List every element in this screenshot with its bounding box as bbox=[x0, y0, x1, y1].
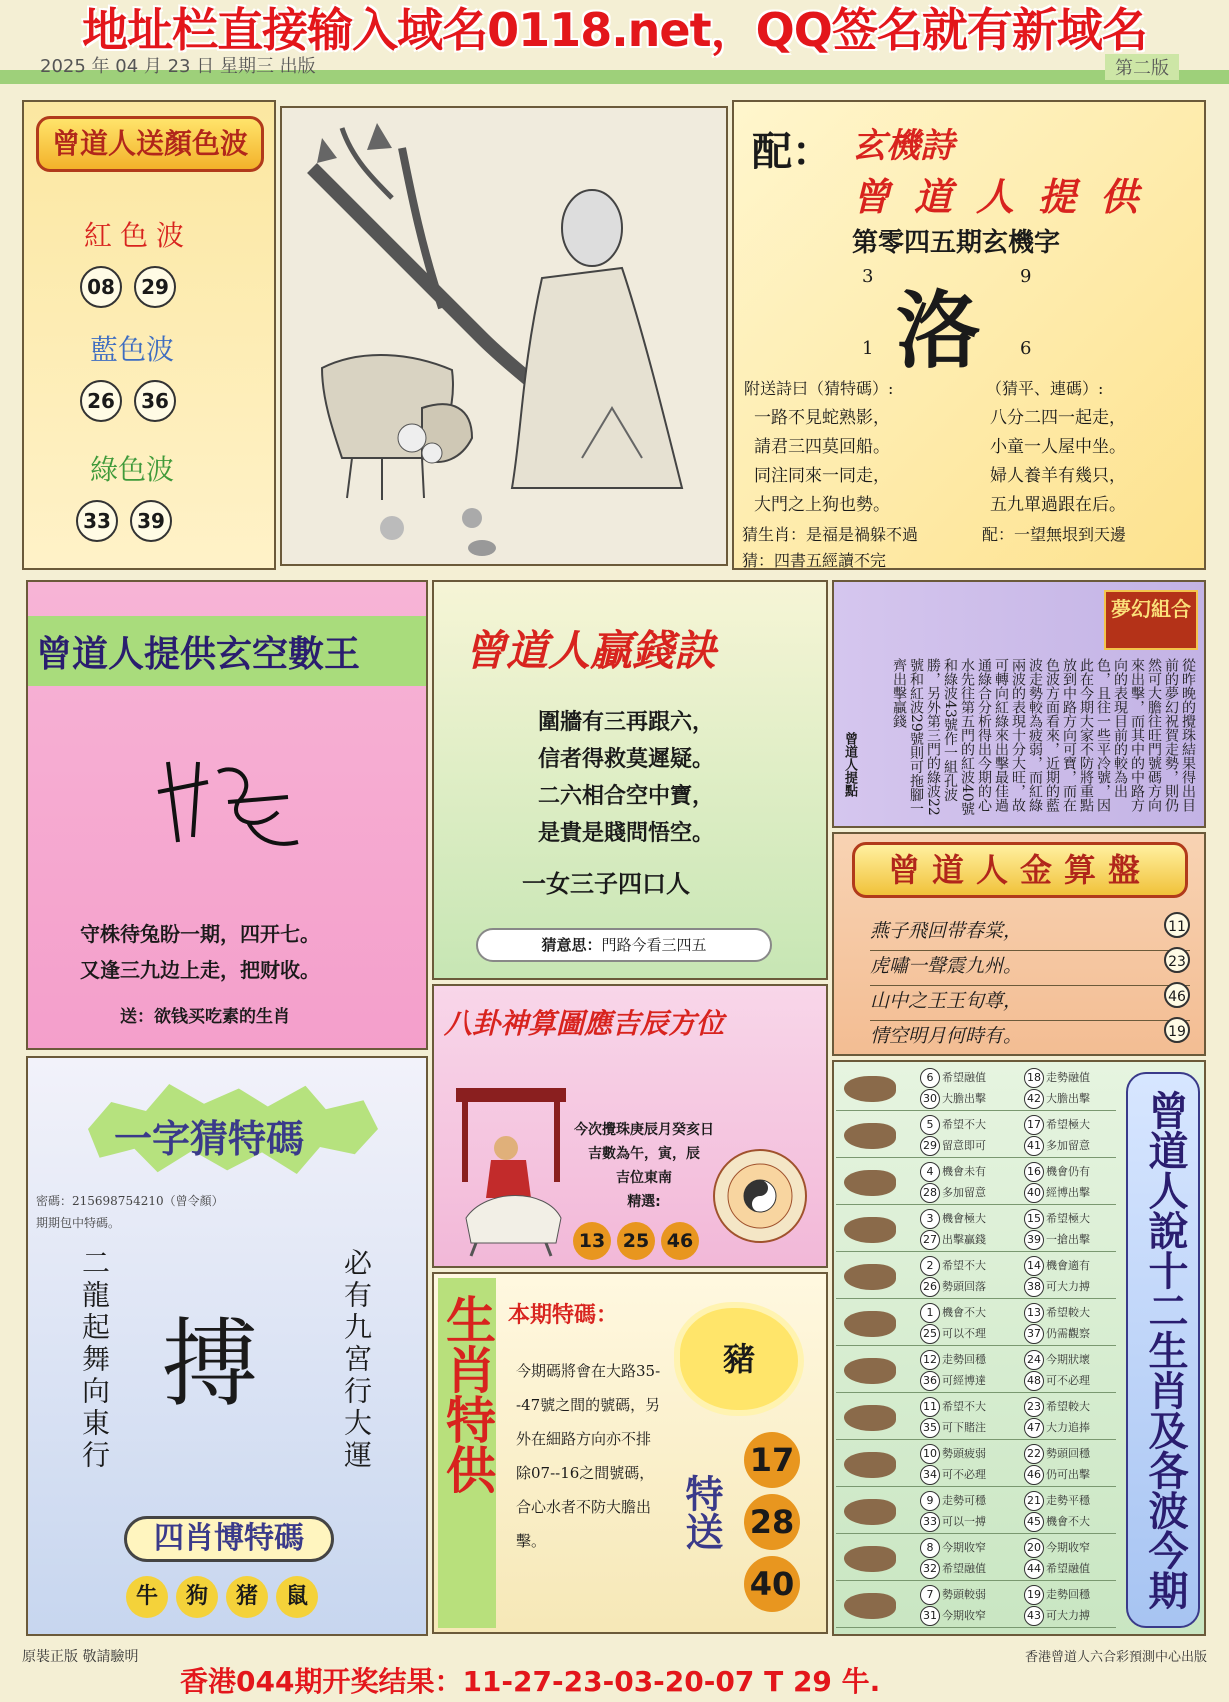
zodiac-note: 走勢回穩 bbox=[942, 1353, 986, 1366]
zodiac-number: 5 bbox=[920, 1115, 940, 1135]
blue-ball-2: 36 bbox=[134, 380, 176, 422]
color-wave-title: 曾道人送顏色波 bbox=[36, 116, 264, 172]
zodiac-number: 18 bbox=[1024, 1068, 1044, 1088]
zodiac-special-flower bbox=[680, 1308, 798, 1410]
zodiac-number: 28 bbox=[920, 1183, 940, 1203]
zodiac-number: 46 bbox=[1024, 1465, 1044, 1485]
goat-icon bbox=[844, 1405, 896, 1431]
zodiac-row bbox=[836, 1536, 1116, 1581]
dream-badge-text: 夢幻組合 bbox=[1111, 597, 1191, 621]
secret-code: 密碼：215698754210（曾令顏） bbox=[36, 1194, 224, 1208]
pair-hint: 配：一望無垠到天邊 bbox=[982, 525, 1127, 544]
zodiac-number: 16 bbox=[1024, 1162, 1044, 1182]
zodiac-number: 6 bbox=[920, 1068, 940, 1088]
zodiac-row bbox=[836, 1160, 1116, 1205]
abacus-row bbox=[870, 951, 1190, 986]
footer-left: 原裝正版 敬請驗明 bbox=[22, 1649, 139, 1665]
winning-hint: 門路今看三四五 bbox=[601, 936, 707, 954]
abacus-row-num: 46 bbox=[1164, 982, 1190, 1008]
zodiac-number: 48 bbox=[1024, 1371, 1044, 1391]
pei-label: 配： bbox=[752, 128, 832, 175]
zodiac-number: 29 bbox=[920, 1136, 940, 1156]
zodiac-number: 27 bbox=[920, 1230, 940, 1250]
zodiac-row bbox=[836, 1489, 1116, 1534]
zodiac-number: 31 bbox=[920, 1606, 940, 1626]
zodiac-row bbox=[836, 1066, 1116, 1111]
zodiac-number: 30 bbox=[920, 1089, 940, 1109]
zodiac-note: 一搶出擊 bbox=[1046, 1233, 1090, 1246]
zodiac-number: 33 bbox=[920, 1512, 940, 1532]
zodiac-note: 大力追捧 bbox=[1046, 1421, 1090, 1434]
xuankong-panel bbox=[26, 580, 428, 1050]
four-zodiac-list bbox=[122, 1576, 322, 1618]
illustration-panel bbox=[280, 106, 728, 566]
zodiac-number: 38 bbox=[1024, 1277, 1044, 1297]
poem-right-line: 婦人養羊有幾只， bbox=[990, 466, 1126, 486]
zodiac-note: 希望較大 bbox=[1046, 1306, 1090, 1319]
poem-provider: 曾道人提供 bbox=[852, 175, 1163, 219]
rat-icon bbox=[844, 1076, 896, 1102]
poem-right-heading: （猜平、連碼）: bbox=[986, 379, 1104, 398]
zodiac-number: 13 bbox=[1024, 1303, 1044, 1323]
zodiac-number: 36 bbox=[920, 1371, 940, 1391]
corner-number-tr: 9 bbox=[1020, 266, 1032, 287]
dream-badge bbox=[1104, 590, 1198, 650]
zodiac-note: 機會仍有 bbox=[1046, 1165, 1090, 1178]
zodiac-special-num: 28 bbox=[744, 1494, 800, 1550]
bagua-panel bbox=[432, 984, 828, 1268]
bagua-line-3: 吉位東南 bbox=[616, 1170, 672, 1186]
winning-lines bbox=[538, 704, 714, 852]
one-char-character: 搏 bbox=[162, 1308, 258, 1420]
zodiac-note: 勢頭回穩 bbox=[1046, 1447, 1090, 1460]
zodiac-note: 機會適有 bbox=[1046, 1259, 1090, 1272]
zodiac-note: 大膽出擊 bbox=[1046, 1092, 1090, 1105]
abacus-row-num: 11 bbox=[1164, 912, 1190, 938]
zodiac-note: 多加留意 bbox=[942, 1186, 986, 1199]
poem-left-line: 大門之上狗也勢。 bbox=[754, 495, 890, 515]
four-zodiac-title: 四肖博特碼 bbox=[124, 1516, 334, 1562]
zodiac-note: 希望不大 bbox=[942, 1118, 986, 1131]
green-ball-2: 39 bbox=[130, 500, 172, 542]
zodiac-row bbox=[836, 1207, 1116, 1252]
zodiac-note: 今期狀壞 bbox=[1046, 1353, 1090, 1366]
zodiac-number: 12 bbox=[920, 1350, 940, 1370]
guess-book: 猜：四書五經讀不完 bbox=[742, 551, 887, 570]
zodiac-special-text: 今期碼將會在大路35--47號之間的號碼，另外在細路方向亦不排除07--16之間號碼，合心水者不防大膽出擊。 bbox=[516, 1362, 661, 1550]
handwritten-character bbox=[148, 742, 308, 862]
green-wave-numbers bbox=[70, 500, 178, 542]
zodiac-number: 22 bbox=[1024, 1444, 1044, 1464]
corner-number-bl: 1 bbox=[862, 338, 874, 359]
footer-right: 香港曾道人六合彩預測中心出版 bbox=[1024, 1650, 1207, 1665]
four-zodiac-item: 牛 bbox=[126, 1576, 168, 1618]
zodiac-note: 機會不大 bbox=[942, 1306, 986, 1319]
abacus-row-text: 燕子飛回带春棠， bbox=[870, 920, 1023, 942]
zodiac-number: 8 bbox=[920, 1538, 940, 1558]
zodiac-note: 經博出擊 bbox=[1046, 1186, 1090, 1199]
bagua-num: 25 bbox=[617, 1222, 655, 1260]
abacus-row bbox=[870, 1021, 1190, 1056]
zodiac-note: 勢頭回落 bbox=[942, 1280, 986, 1293]
zodiac-note: 希望極大 bbox=[1046, 1118, 1090, 1131]
zodiac-number: 10 bbox=[920, 1444, 940, 1464]
abacus-row-text: 虎嘯一聲震九州。 bbox=[870, 955, 1023, 977]
zodiac-number: 14 bbox=[1024, 1256, 1044, 1276]
zodiac-note: 希望融值 bbox=[942, 1562, 986, 1575]
secret-code-2: 期期包中特碼。 bbox=[36, 1216, 121, 1230]
tiger-icon bbox=[844, 1170, 896, 1196]
zodiac-special-side: 生肖特供 bbox=[438, 1294, 497, 1494]
zodiac-note: 機會未有 bbox=[942, 1165, 986, 1178]
zodiac-special-animal: 豬 bbox=[722, 1340, 755, 1378]
zodiac-number: 42 bbox=[1024, 1089, 1044, 1109]
poem-title: 玄機詩 bbox=[852, 126, 954, 166]
ox-icon bbox=[844, 1123, 896, 1149]
one-char-right-column: 必有九宮行大運 bbox=[340, 1248, 373, 1472]
zodiac-note: 可以一搏 bbox=[942, 1515, 986, 1528]
zodiac-note: 可不必理 bbox=[1046, 1374, 1090, 1387]
poem-left-heading: 附送詩曰（猜特碼）: bbox=[744, 379, 894, 398]
zodiac-note: 希望融值 bbox=[942, 1071, 986, 1084]
zodiac-number: 32 bbox=[920, 1559, 940, 1579]
zodiac-note: 可經博達 bbox=[942, 1374, 986, 1387]
dragon-icon bbox=[844, 1264, 896, 1290]
zodiac-row bbox=[836, 1395, 1116, 1440]
sage-with-goats-illustration bbox=[282, 108, 726, 564]
zodiac-number: 20 bbox=[1024, 1538, 1044, 1558]
dream-text: 從昨晚的攪珠結果得出目前的夢幻祝賀走勢，則仍然可大膽往旺門號碼方向來出擊，而其中的中路方向的表現目前的較為出色，且往一些平冷號，因此在今期大家不防將重點放到中路方向可寶，而在色波方面看來，近期的藍波走勢較為疲弱，而紅綠兩波的表現十分大旺，故可轉向紅綠來出擊最佳過通綠合分析得出今期的心水先往第五門的紅波40號和綠波43號作一組孔波勝，另外第三門的綠波22號和紅波29號則可拖腳一齊出擊贏錢 bbox=[891, 658, 1196, 816]
zodiac-note: 今期收窄 bbox=[1046, 1541, 1090, 1554]
zodiac-note: 希望較大 bbox=[1046, 1400, 1090, 1413]
xuankong-line-2: 又逢三九边上走，把财收。 bbox=[80, 958, 320, 982]
zodiac-number: 1 bbox=[920, 1303, 940, 1323]
zodiac-number: 44 bbox=[1024, 1559, 1044, 1579]
poem-right-line: 小童一人屋中坐。 bbox=[990, 437, 1126, 457]
zodiac-table-panel bbox=[832, 1060, 1206, 1636]
abacus-row-num: 19 bbox=[1164, 1017, 1190, 1043]
horse-icon bbox=[844, 1358, 896, 1384]
zodiac-special-head: 本期特碼： bbox=[508, 1303, 619, 1328]
zodiac-number: 45 bbox=[1024, 1512, 1044, 1532]
zodiac-note: 走勢可穩 bbox=[942, 1494, 986, 1507]
one-char-title: 一字猜特碼 bbox=[114, 1117, 305, 1161]
zodiac-number: 21 bbox=[1024, 1491, 1044, 1511]
zodiac-row bbox=[836, 1254, 1116, 1299]
zodiac-number: 9 bbox=[920, 1491, 940, 1511]
bagua-num: 13 bbox=[573, 1222, 611, 1260]
zodiac-note: 今期收窄 bbox=[942, 1541, 986, 1554]
green-ball-1: 33 bbox=[76, 500, 118, 542]
bagua-line-4: 精選: bbox=[627, 1194, 661, 1210]
zodiac-number: 37 bbox=[1024, 1324, 1044, 1344]
zodiac-number: 26 bbox=[920, 1277, 940, 1297]
poem-issue: 第零四五期玄機字 bbox=[852, 228, 1061, 258]
abacus-row bbox=[870, 986, 1190, 1021]
edition-label: 第二版 bbox=[1105, 54, 1179, 80]
green-wave-label: 綠色波 bbox=[90, 453, 175, 486]
rabbit-icon bbox=[844, 1217, 896, 1243]
zodiac-row bbox=[836, 1113, 1116, 1158]
zodiac-number: 4 bbox=[920, 1162, 940, 1182]
zodiac-note: 希望不大 bbox=[942, 1259, 986, 1272]
zodiac-note: 仍可出擊 bbox=[1046, 1468, 1090, 1481]
poem-left-lines bbox=[754, 404, 890, 520]
xuankong-line-1: 守株待兔盼一期，四开七。 bbox=[80, 922, 320, 946]
rooster-icon bbox=[844, 1499, 896, 1525]
zodiac-number: 25 bbox=[920, 1324, 940, 1344]
zodiac-note: 可下賭注 bbox=[942, 1421, 986, 1434]
one-char-panel bbox=[26, 1056, 428, 1636]
winning-line: 圍牆有三再跟六， bbox=[538, 709, 715, 735]
dateline: 2025 年 04 月 23 日 星期三 出版 bbox=[40, 56, 316, 77]
bagua-line-1: 今次攪珠庚辰月癸亥日 bbox=[574, 1122, 714, 1138]
zodiac-special-send: 特送 bbox=[679, 1474, 724, 1550]
dream-signature: 曾道人提點 bbox=[842, 732, 857, 797]
zodiac-note: 可不必理 bbox=[942, 1468, 986, 1481]
blue-ball-1: 26 bbox=[80, 380, 122, 422]
zodiac-note: 今期收窄 bbox=[942, 1609, 986, 1622]
zodiac-number: 23 bbox=[1024, 1397, 1044, 1417]
zodiac-number: 19 bbox=[1024, 1585, 1044, 1605]
poem-right-lines bbox=[990, 404, 1126, 520]
abacus-row bbox=[870, 916, 1190, 951]
zodiac-note: 出擊贏錢 bbox=[942, 1233, 986, 1246]
winning-extra: 一女三子四口人 bbox=[522, 869, 690, 898]
zodiac-note: 勢頭疲弱 bbox=[942, 1447, 986, 1460]
red-ball-1: 08 bbox=[80, 266, 122, 308]
zodiac-number: 43 bbox=[1024, 1606, 1044, 1626]
zodiac-note: 可大力搏 bbox=[1046, 1609, 1090, 1622]
zodiac-note: 機會極大 bbox=[942, 1212, 986, 1225]
winning-title: 曾道人贏錢訣 bbox=[464, 626, 717, 675]
dream-panel bbox=[832, 580, 1206, 828]
one-char-left-column: 二龍起舞向東行 bbox=[78, 1248, 111, 1472]
winning-line: 信者得救莫遲疑。 bbox=[538, 746, 715, 772]
abacus-panel bbox=[832, 832, 1206, 1056]
red-ball-2: 29 bbox=[134, 266, 176, 308]
poem-left-line: 一路不見蛇熟影， bbox=[754, 408, 890, 428]
abacus-row-num: 23 bbox=[1164, 947, 1190, 973]
zodiac-number: 34 bbox=[920, 1465, 940, 1485]
winning-panel bbox=[432, 580, 828, 980]
zodiac-note: 機會不大 bbox=[1046, 1515, 1090, 1528]
red-wave-numbers bbox=[74, 266, 182, 308]
bagua-title: 八卦神算圖應吉辰方位 bbox=[444, 1007, 725, 1040]
zodiac-note: 希望融值 bbox=[1046, 1562, 1090, 1575]
bagua-text bbox=[544, 1118, 744, 1214]
zodiac-number: 24 bbox=[1024, 1350, 1044, 1370]
zodiac-number: 17 bbox=[1024, 1115, 1044, 1135]
zodiac-side-title: 曾道人說十二生肖及各波今期 bbox=[1126, 1072, 1200, 1628]
zodiac-number: 3 bbox=[920, 1209, 940, 1229]
poem-right-line: 五九單過跟在后。 bbox=[990, 495, 1126, 515]
winning-hint-pill bbox=[476, 928, 772, 962]
monkey-icon bbox=[844, 1452, 896, 1478]
four-zodiac-item: 狗 bbox=[176, 1576, 218, 1618]
zodiac-note: 希望不大 bbox=[942, 1400, 986, 1413]
corner-number-tl: 3 bbox=[862, 266, 874, 287]
zodiac-special-num: 40 bbox=[744, 1556, 800, 1612]
red-wave-label: 紅色波 bbox=[84, 219, 193, 252]
zodiac-note: 走勢融值 bbox=[1046, 1071, 1090, 1084]
winning-line: 是貴是賤問悟空。 bbox=[538, 820, 715, 846]
zodiac-note: 希望極大 bbox=[1046, 1212, 1090, 1225]
blue-wave-numbers bbox=[74, 380, 182, 422]
zodiac-special-num: 17 bbox=[744, 1432, 800, 1488]
four-zodiac-item: 鼠 bbox=[276, 1576, 318, 1618]
zodiac-number: 39 bbox=[1024, 1230, 1044, 1250]
zodiac-number: 47 bbox=[1024, 1418, 1044, 1438]
abacus-rows bbox=[870, 916, 1190, 1056]
zodiac-row bbox=[836, 1442, 1116, 1487]
abacus-row-text: 山中之王王旬尊， bbox=[870, 990, 1023, 1012]
poem-right-line: 八分二四一起走， bbox=[990, 408, 1126, 428]
bagua-num: 46 bbox=[661, 1222, 699, 1260]
zodiac-note: 走勢平穩 bbox=[1046, 1494, 1090, 1507]
zodiac-special-numbers bbox=[744, 1432, 800, 1618]
poem-left-line: 同注同來一同走， bbox=[754, 466, 890, 486]
xuankong-title: 曾道人提供玄空數王 bbox=[36, 634, 361, 675]
zodiac-note: 多加留意 bbox=[1046, 1139, 1090, 1152]
guess-zodiac: 猜生肖：是福是禍躲不過 bbox=[742, 525, 919, 544]
xuankong-line-3: 送：欲钱买吃素的生肖 bbox=[120, 1007, 290, 1027]
zodiac-number: 11 bbox=[920, 1397, 940, 1417]
zodiac-note: 大膽出擊 bbox=[942, 1092, 986, 1105]
zodiac-number: 41 bbox=[1024, 1136, 1044, 1156]
winning-hint-label: 猜意思： bbox=[541, 936, 602, 954]
pig-icon bbox=[844, 1593, 896, 1619]
abacus-row-text: 情空明月何時有。 bbox=[870, 1025, 1023, 1047]
zodiac-rows bbox=[836, 1066, 1116, 1634]
color-wave-panel bbox=[22, 100, 276, 570]
zodiac-note: 勢頭較弱 bbox=[942, 1588, 986, 1601]
site-banner: 地址栏直接输入域名0118.net，QQ签名就有新域名 bbox=[82, 3, 1147, 57]
zodiac-number: 2 bbox=[920, 1256, 940, 1276]
zodiac-note: 仍需觀察 bbox=[1046, 1327, 1090, 1340]
zodiac-number: 35 bbox=[920, 1418, 940, 1438]
blue-wave-label: 藍色波 bbox=[90, 333, 175, 366]
bagua-line-2: 吉數為午，寅，辰 bbox=[588, 1146, 700, 1162]
zodiac-note: 可大力搏 bbox=[1046, 1280, 1090, 1293]
mystery-character: 洛 bbox=[896, 281, 981, 380]
abacus-title: 曾道人金算盤 bbox=[852, 842, 1188, 898]
zodiac-row bbox=[836, 1583, 1116, 1628]
zodiac-note: 留意即可 bbox=[942, 1139, 986, 1152]
zodiac-number: 15 bbox=[1024, 1209, 1044, 1229]
four-zodiac-item: 猪 bbox=[226, 1576, 268, 1618]
bagua-numbers bbox=[570, 1222, 702, 1260]
dog-icon bbox=[844, 1546, 896, 1572]
winning-line: 二六相合空中寶， bbox=[538, 783, 715, 809]
snake-icon bbox=[844, 1311, 896, 1337]
poem-left-line: 請君三四莫回船。 bbox=[754, 437, 890, 457]
footer-result: 香港044期开奖结果：11-27-23-03-20-07 T 29 牛. bbox=[180, 1665, 881, 1698]
zodiac-note: 可以不理 bbox=[942, 1327, 986, 1340]
zodiac-special-panel bbox=[432, 1272, 828, 1634]
zodiac-row bbox=[836, 1301, 1116, 1346]
zodiac-number: 40 bbox=[1024, 1183, 1044, 1203]
zodiac-note: 走勢回穩 bbox=[1046, 1588, 1090, 1601]
poem-panel bbox=[732, 100, 1206, 570]
zodiac-number: 7 bbox=[920, 1585, 940, 1605]
zodiac-row bbox=[836, 1348, 1116, 1393]
corner-number-br: 6 bbox=[1020, 338, 1032, 359]
